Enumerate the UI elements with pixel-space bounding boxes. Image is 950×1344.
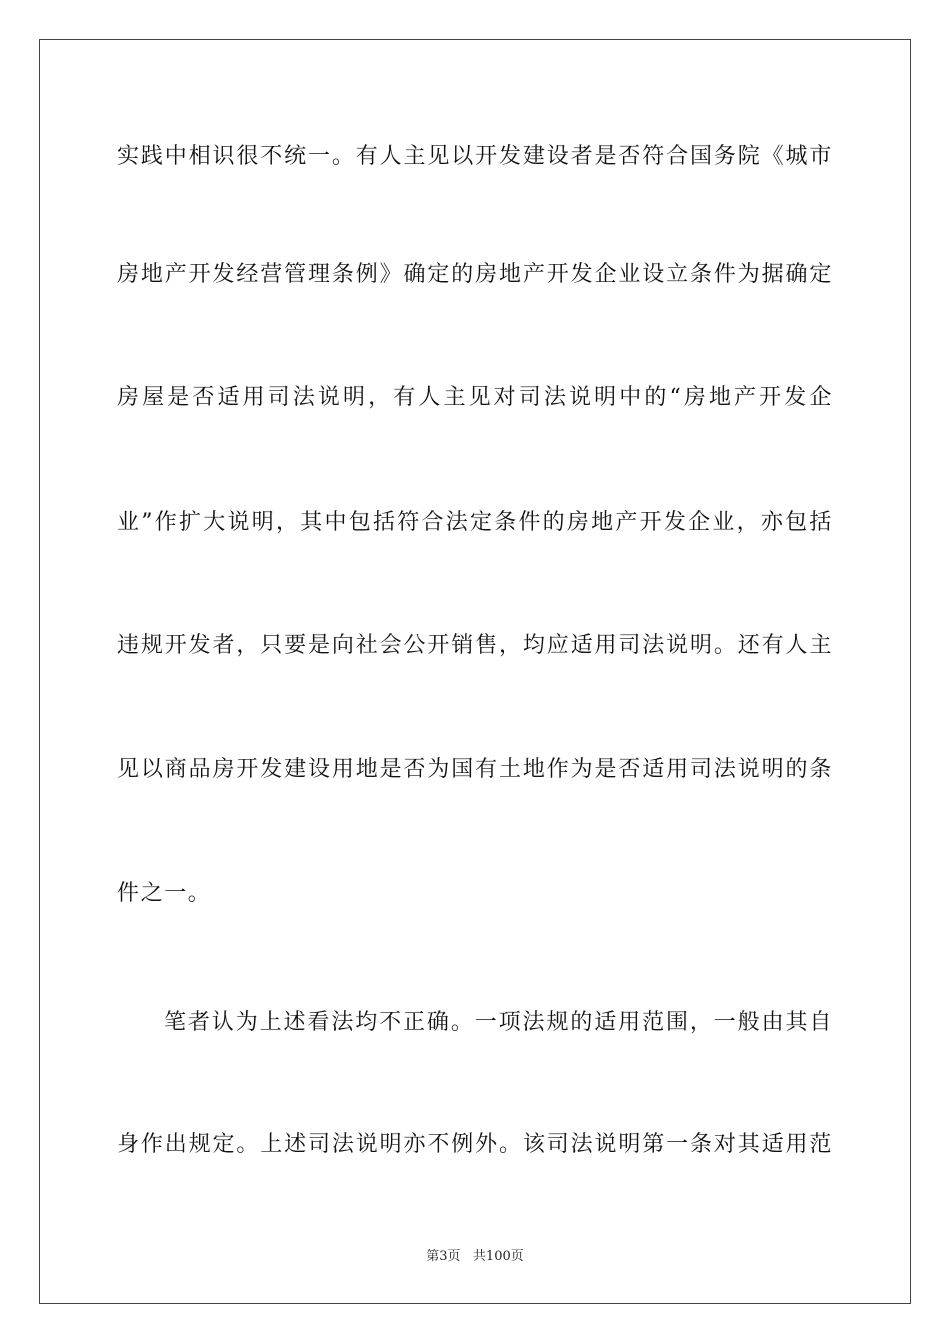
paragraph-line: 房屋是否适用司法说明，有人主见对司法说明中的“房地产开发企 (117, 385, 833, 410)
page-number: 第3页 (426, 1249, 461, 1264)
paragraph-line: 笔者认为上述看法均不正确。一项法规的适用范围，一般由其自 (164, 1010, 833, 1035)
paragraph-line: 实践中相识很不统一。有人主见以开发建设者是否符合国务院《城市 (117, 144, 833, 169)
paragraph-line: 业”作扩大说明，其中包括符合法定条件的房地产开发企业，亦包括 (117, 510, 833, 535)
page-footer (0, 1248, 950, 1266)
paragraph-line: 件之一。 (117, 881, 212, 906)
page-border (39, 39, 911, 1304)
paragraph-line: 身作出规定。上述司法说明亦不例外。该司法说明第一条对其适用范 (117, 1132, 833, 1157)
paragraph-line: 违规开发者，只要是向社会公开销售，均应适用司法说明。还有人主 (117, 633, 833, 658)
paragraph-line: 见以商品房开发建设用地是否为国有土地作为是否适用司法说明的条 (117, 757, 833, 782)
page-total: 共100页 (472, 1249, 524, 1264)
paragraph-line: 房地产开发经营管理条例》确定的房地产开发企业设立条件为据确定 (117, 262, 833, 287)
